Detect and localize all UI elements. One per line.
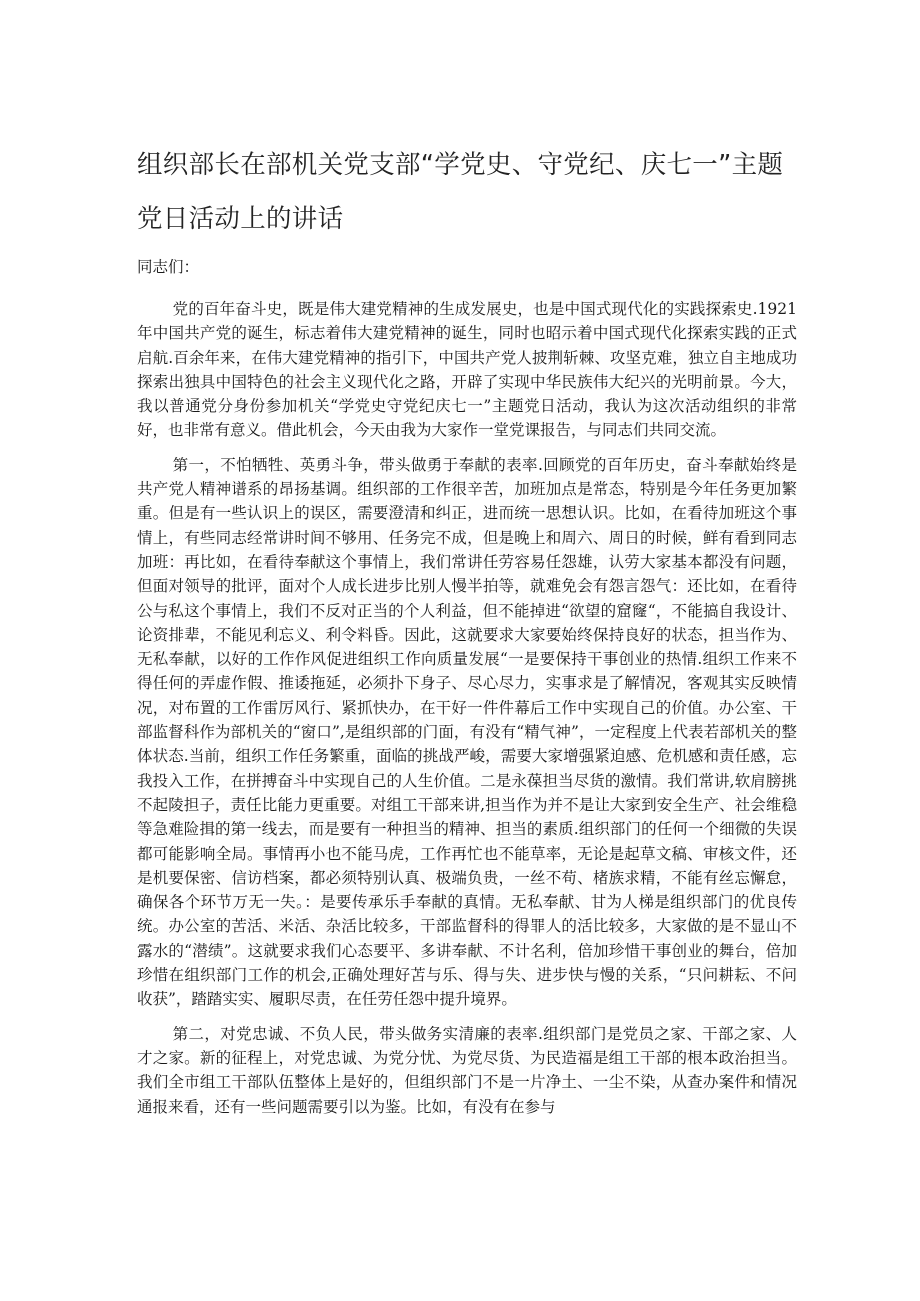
document-page (137, 138, 797, 1129)
paragraph-1: 党的百年奋斗史，既是伟大建党精神的生成发展史，也是中国式现代化的实践探索史.1921年中国共产党的诞生，标志着伟大建党精神的诞生，同时也昭示着中国式现代化探索实践的正式启航.百余年来，在伟大建党精神的指引下，中国共产党人披荆斩棘、攻坚克难，独立自主地成功探索出独具中国特色的社会主义现代化之路，开辟了实现中华民族伟大纪兴的光明前景。今大，我以普通党分身份参加机关“学党史守党纪庆七一”主题党日活动，我认为这次活动组织的非常好，也非常有意义。借此机会，今天由我为大家作一堂党课报告，与同志们共同交流。 (137, 300, 797, 440)
paragraph-3: 第二，对党忠诚、不负人民，带头做务实清廉的表率.组织部门是党员之家、干部之家、人才之家。新的征程上，对党忠诚、为党分忧、为党尽货、为民造福是组工干部的根本政治担当。我们全市组工干部队伍整体上是好的，但组织部门不是一片净土、一尘不染，从查办案件和情况通报来看，还有一些问题需要引以为鉴。比如，有没有在参与 (137, 1024, 797, 1116)
document-title: 组织部长在部机关党支部“学党史、守党纪、庆七一”主题党日活动上的讲话 (137, 150, 784, 234)
paragraph-2: 第一，不怕牺牲、英勇斗争，带头做勇于奉献的表率.回顾党的百年历史，奋斗奉献始终是共产党人精神谱系的昂扬基调。组织部的工作很辛苦，加班加点是常态，特别是今年任务更加繁重。但是有一些认识上的误区，需要澄清和纠正，进而统一思想认识。比如，在看待加班这个事情上，有些同志经常讲时间不够用、任务完不成，但是晚上和周六、周日的时候，鲜有看到同志加班：再比如，在看待奉献这个事情上，我们常讲任劳容易任怨雄，认劳大家基本都没有问题，但面对领导的批评，面对个人成长进步比别人慢半拍等，就难免会有怨言怨气：还比如，在看待公与私这个事情上，我们不反对正当的个人利益，但不能掉进“欲望的窟窿“，不能搞自我设计、论资排辈，不能见利忘义、利令料昏。因此，这就要求大家要始终保持良好的状态，担当作为、无私奉献，以好的工作作风促进组织工作向质量发展“一是要保持干事创业的热情.组织工作来不得任何的弄虚作假、推诿拖延，必须扑下身子、尽心尽力，实事求是了解情况，客观其实反映情况，对布置的工作雷厉风行、紧抓快办，在干好一件件幕后工作中实现自己的价值。办公室、干部监督科作为部机关的“窗口”,是组织部的门面，有没有“精气神”，一定程度上代表若部机关的整体状态.当前，组织工作任务繁重，面临的挑战严峻，需要大家增强紧迫感、危机感和责任感，忘我投入工作，在拼搏奋斗中实现自己的人生价值。二是永葆担当尽货的激情。我们常讲,软肩膀挑不起陵担子，责任比能力更重要。对组工干部来讲,担当作为并不是让大家到安全生产、社会维稳等急难险揖的第一线去，而是要有一种担当的精神、担当的素质.组织部门的任何一个细微的失误都可能影响全局。事情再小也不能马虎，工作再忙也不能草率，无论是起草文稿、审核文件，还是机要保密、信访档案，都必须特别认真、极端负贵，一丝不苟、楮族求精，不能有丝忘懈怠，确保各个环节万无一失。：是要传承乐手奉献的真情。无私奉献、甘为人梯是组织部门的优良传统。办公室的苦活、米活、杂活比较多，干部监督科的得罪人的活比较多，大家做的是不显山不露水的“潜绩”。这就要求我们心态要平、多讲奉献、不计名利，倍加珍惜干事创业的舞台，倍加珍惜在组织部门工作的机会,正确处理好苫与乐、得与失、进步快与慢的关系，“只问耕耘、不问收获”，踏踏实实、履职尽责，在任劳任怨中提升境界。 (137, 455, 797, 1009)
salutation: 同志们： (137, 258, 200, 276)
